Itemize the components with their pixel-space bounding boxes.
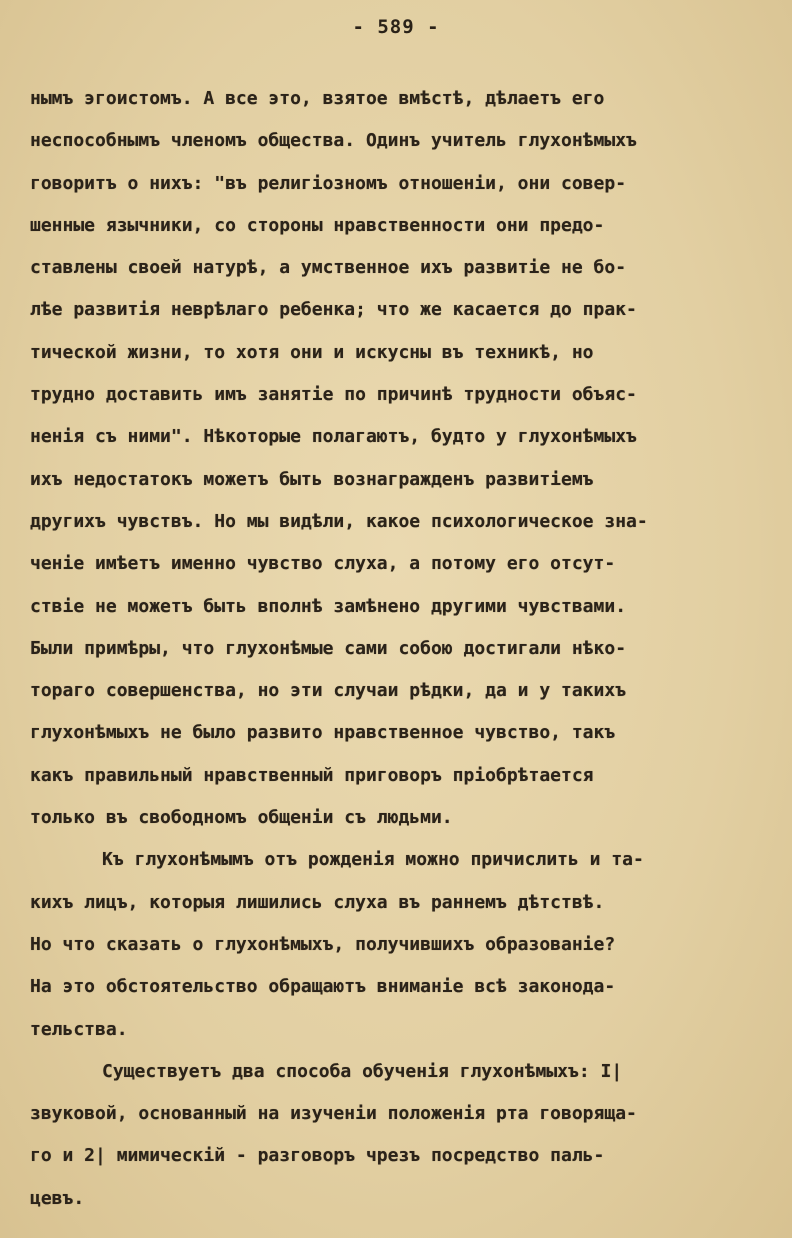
text-line: Но что сказать о глухонѣмыхъ, получившихъ образованіе?	[30, 933, 616, 955]
text-line: звуковой, основанный на изученіи положенія рта говоряща-	[30, 1103, 637, 1125]
text-line: трудно доставить имъ занятіе по причинѣ трудности объяс-	[30, 384, 637, 406]
text-line: На это обстоятельство обращаютъ вниманіе всѣ законода-	[30, 976, 616, 998]
text-line: нымъ эгоистомъ. А все это, взятое вмѣстѣ, дѣлаетъ его	[30, 88, 605, 109]
text-line: тельства.	[30, 1018, 128, 1040]
text-line: кихъ лицъ, которыя лишились слуха въ раннемъ дѣтствѣ.	[30, 891, 605, 913]
text-line: Существуетъ два способа обученія глухонѣмыхъ: I|	[102, 1060, 623, 1082]
text-line: Были примѣры, что глухонѣмые сами собою достигали нѣко-	[30, 637, 627, 659]
text-line: ихъ недостатокъ можетъ быть вознагражденъ развитіемъ	[30, 468, 594, 490]
text-line: ченіе имѣетъ именно чувство слуха, а потому его отсут-	[30, 553, 616, 575]
body-text	[30, 78, 770, 1220]
text-line: тической жизни, то хотя они и искусны въ техникѣ, но	[30, 341, 594, 363]
text-line: неспособнымъ членомъ общества. Одинъ учитель глухонѣмыхъ	[30, 130, 637, 152]
text-line: ненія съ ними". Нѣкоторые полагаютъ, будто у глухонѣмыхъ	[30, 426, 637, 448]
text-line: лѣе развитія неврѣлаго ребенка; что же касается до прак-	[30, 299, 637, 321]
text-line: Къ глухонѣмымъ отъ рожденія можно причислить и та-	[102, 849, 644, 871]
text-line: говоритъ о нихъ: "въ религіозномъ отношеніи, они совер-	[30, 172, 627, 194]
page-number: - 589 -	[352, 16, 440, 38]
text-line: ставлены своей натурѣ, а умственное ихъ развитіе не бо-	[30, 257, 627, 279]
paragraph-3	[30, 1051, 770, 1220]
text-line: только въ свободномъ общеніи съ людьми.	[30, 807, 453, 829]
paragraph-2	[30, 839, 770, 1050]
text-line: шенные язычники, со стороны нравственности они предо-	[30, 214, 605, 236]
text-line: цевъ.	[30, 1187, 85, 1209]
text-line: какъ правильный нравственный приговоръ пріобрѣтается	[30, 764, 594, 786]
text-line: глухонѣмыхъ не было развито нравственное чувство, такъ	[30, 722, 616, 744]
text-line: ствіе не можетъ быть вполнѣ замѣнено другими чувствами.	[30, 595, 627, 617]
paragraph-1	[30, 78, 770, 839]
text-line: го и 2| мимическій - разговоръ чрезъ посредство паль-	[30, 1145, 605, 1167]
text-line: тораго совершенства, но эти случаи рѣдки, да и у такихъ	[30, 680, 627, 702]
text-line: другихъ чувствъ. Но мы видѣли, какое психологическое зна-	[30, 510, 648, 532]
